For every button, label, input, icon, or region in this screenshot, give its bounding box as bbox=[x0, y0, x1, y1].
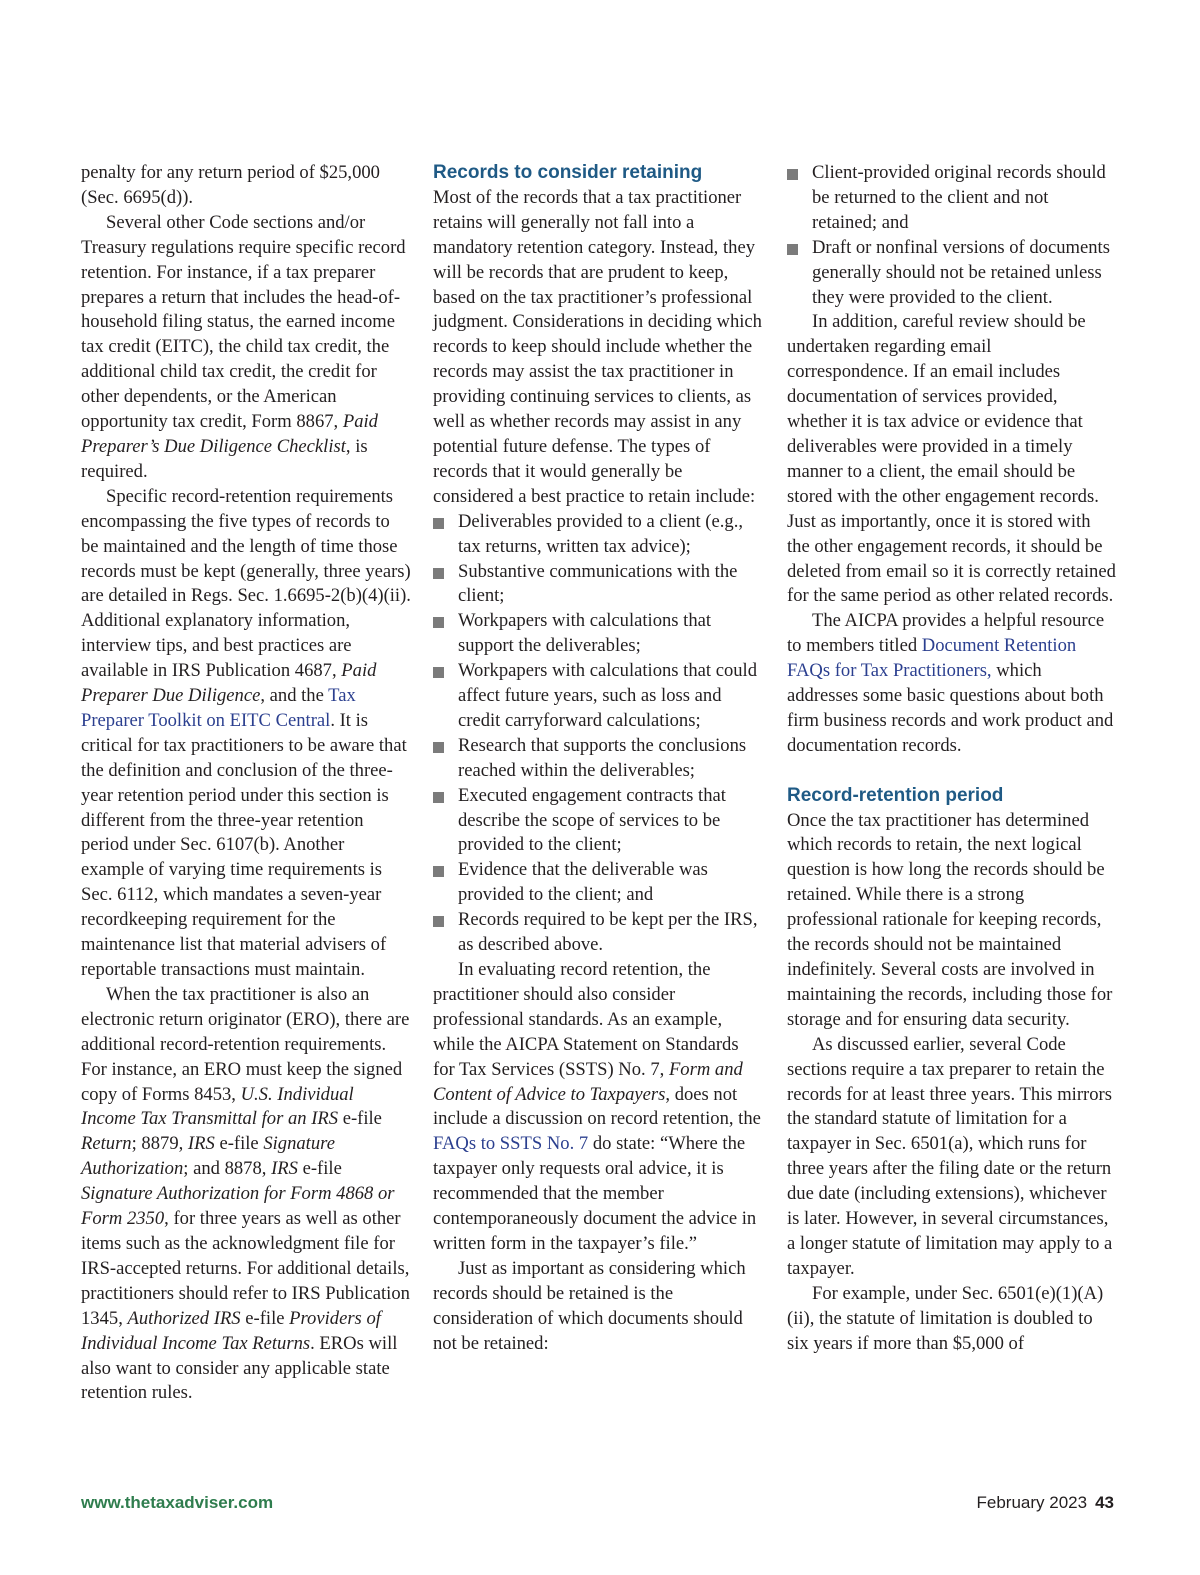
faqs-ssts-link[interactable]: FAQs to SSTS No. 7 bbox=[433, 1133, 589, 1155]
paragraph: penalty for any return period of $25,000 (Sec. 6695(d)). bbox=[81, 162, 380, 208]
paragraph: As discussed earlier, several Code sections require a tax preparer to retain the records for at least three years. This mirrors the standard statute of limitation for a taxpayer in Sec. 6501(a), which runs for three years after the filing date or the return due date (including extensions), whichever is later. However, in several circumstances, a longer statute of limitation may apply to a taxpayer. bbox=[787, 1033, 1113, 1279]
list-item: Client-provided original records should be returned to the client and not retained; and bbox=[787, 161, 1117, 236]
list-item: Workpapers with calculations that support the deliverables; bbox=[433, 609, 763, 659]
section-heading: Records to consider retaining bbox=[433, 162, 703, 183]
document-retention-faqs-link[interactable]: Document Retention FAQs for Tax Practitioners, bbox=[787, 635, 1077, 682]
paragraph: Just as important as considering which records should be retained is the consideration of which documents should not be retained: bbox=[433, 1257, 746, 1354]
bullet-list bbox=[787, 161, 1117, 310]
list-item: Draft or nonfinal versions of documents generally should not be retained unless they were provided to the client. bbox=[787, 236, 1117, 311]
paragraph: In addition, careful review should be undertaken regarding email correspondence. If an email includes documentation of services provided, whether it is tax advice or evidence that deliverables were provided in a timely manner to a client, the email should be stored with the other engagement records. Just as importantly, once it is stored with the other engagement records, it should be deleted from email so it is correctly retained for the same period as other related records. bbox=[787, 311, 1116, 607]
tax-preparer-toolkit-link[interactable]: Tax Preparer Toolkit on EITC Central bbox=[81, 685, 356, 731]
footer-date-page bbox=[977, 1493, 1115, 1513]
paragraph: Most of the records that a tax practitioner retains will generally not fall into a mandatory retention category. Instead, they will be records that are prudent to keep, based on the tax practitioner’s professional judgment. Considerations in deciding which records to keep should include whether the records may assist the tax practitioner in providing continuing services to clients, as well as whether records may assist in any potential future defense. The types of records that it would generally be considered a best practice to retain include: bbox=[433, 186, 762, 507]
footer-url[interactable]: www.thetaxadviser.com bbox=[81, 1493, 274, 1512]
paragraph: For example, under Sec. 6501(e)(1)(A)(ii), the statute of limitation is doubled to six years if more than $5,000 of bbox=[787, 1282, 1104, 1354]
list-item: Substantive communications with the client; bbox=[433, 560, 763, 610]
list-item: Deliverables provided to a client (e.g., tax returns, written tax advice); bbox=[433, 510, 763, 560]
bullet-list bbox=[433, 510, 763, 958]
list-item: Research that supports the conclusions reached within the deliverables; bbox=[433, 734, 763, 784]
list-item: Evidence that the deliverable was provided to the client; and bbox=[433, 858, 763, 908]
list-item: Records required to be kept per the IRS, as described above. bbox=[433, 908, 763, 958]
paragraph: Specific record-retention requirements encompassing the five types of records to be maintained and the length of time those records must be kept (generally, three years) are detailed in Regs. Sec. 1.6695-2(b)(4)(ii). Additional explanatory information, interview tips, and best practices are available in IRS Publication 4687, Paid Preparer Due Diligence, and the Tax Preparer Toolkit on EITC Central. It is critical for tax practitioners to be aware that the definition and conclusion of the three-year retention period under this section is different from the three-year retention period under Sec. 6107(b). Another example of varying time requirements is Sec. 6112, which mandates a seven-year recordkeeping requirement for the maintenance list that material advisers of reportable transactions must maintain. bbox=[81, 485, 411, 980]
column-1 bbox=[81, 161, 411, 1406]
list-item: Executed engagement contracts that describe the scope of services to be provided to the client; bbox=[433, 784, 763, 859]
paragraph: The AICPA provides a helpful resource to members titled Document Retention FAQs for Tax Practitioners, which addresses some basic questions about both firm business records and work product and documentation records. bbox=[787, 610, 1114, 756]
paragraph: Several other Code sections and/or Treasury regulations require specific record retention. For instance, if a tax preparer prepares a return that includes the head-of-household filing status, the earned income tax credit (EITC), the child tax credit, the additional child tax credit, the credit for other dependents, or the American opportunity tax credit, Form 8867, Paid Preparer’s Due Diligence Checklist, is required. bbox=[81, 211, 406, 482]
list-item: Workpapers with calculations that could affect future years, such as loss and credit carryforward calculations; bbox=[433, 659, 763, 734]
issue-date: February 2023 bbox=[976, 1493, 1088, 1512]
column-2 bbox=[433, 161, 763, 1357]
paragraph: When the tax practitioner is also an electronic return originator (ERO), there are additional record-retention requirements. For instance, an ERO must keep the signed copy of Forms 8453, U.S. Individual Income Tax Transmittal for an IRS e-file Return; 8879, IRS e-file Signature Authorization; and 8878, IRS e-file Signature Authorization for Form 4868 or Form 2350, for three years as well as other items such as the acknowledgment file for IRS-accepted returns. For additional details, practitioners should refer to IRS Publication 1345, Authorized IRS e-file Providers of Individual Income Tax Returns. EROs will also want to consider any applicable state retention rules. bbox=[81, 983, 410, 1404]
section-heading: Record-retention period bbox=[787, 784, 1004, 806]
paragraph: In evaluating record retention, the practitioner should also consider professional standards. As an example, while the AICPA Statement on Standards for Tax Services (SSTS) No. 7, Form and Content of Advice to Taxpayers, does not include a discussion on record retention, the FAQs to SSTS No. 7 do state: “Where the taxpayer only requests oral advice, it is recommended that the member contemporaneously document the advice in written form in the taxpayer’s file.” bbox=[433, 959, 761, 1254]
page-number: 43 bbox=[1095, 1493, 1114, 1512]
column-3 bbox=[787, 161, 1117, 1356]
paragraph: Once the tax practitioner has determined which records to retain, the next logical question is how long the records should be retained. While there is a strong professional rationale for keeping records, the records should not be maintained indefinitely. Several costs are involved in maintaining the records, including those for storage and for ensuring data security. bbox=[787, 809, 1113, 1030]
